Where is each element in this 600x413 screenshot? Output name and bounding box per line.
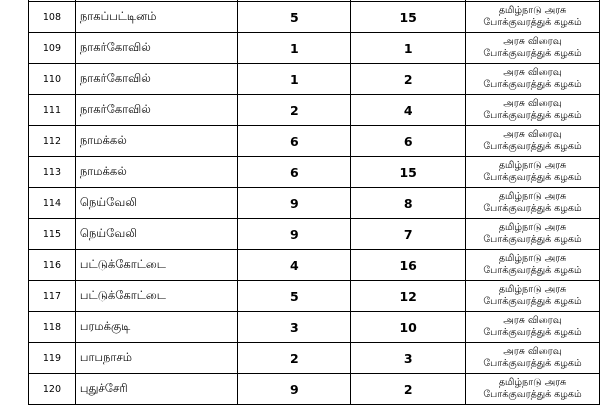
cell-serial-number: 112 [29, 126, 76, 157]
cell-operator [466, 281, 600, 312]
operator-line-2: போக்குவரத்துக் கழகம் [483, 79, 582, 90]
operator-line-1: தமிழ்நாடு அரசு [498, 4, 567, 16]
operator-line-1: தமிழ்நாடு அரசு [498, 221, 567, 233]
cell-count-a: 9 [238, 374, 351, 405]
cell-serial-number: 111 [29, 95, 76, 126]
cell-count-a: 9 [238, 219, 351, 250]
cell-operator [466, 33, 600, 64]
operator-line-1: அரசு விரைவு [503, 35, 562, 47]
cell-serial-number: 113 [29, 157, 76, 188]
operator-line-2: போக்குவரத்துக் கழகம் [483, 327, 582, 338]
cell-operator [466, 2, 600, 33]
table-row [29, 2, 600, 33]
operator-line-2: போக்குவரத்துக் கழகம் [483, 358, 582, 369]
cell-operator [466, 343, 600, 374]
cell-operator [466, 126, 600, 157]
cell-serial-number: 120 [29, 374, 76, 405]
table-row [29, 250, 600, 281]
operator-line-2: போக்குவரத்துக் கழகம் [483, 234, 582, 245]
cell-count-a: 2 [238, 95, 351, 126]
cell-serial-number: 116 [29, 250, 76, 281]
cell-count-b: 1 [351, 33, 466, 64]
cell-place-name: பட்டுக்கோட்டை [75, 281, 238, 312]
table-row [29, 312, 600, 343]
data-table [28, 0, 600, 405]
table-row [29, 126, 600, 157]
operator-line-1: அரசு விரைவு [503, 97, 562, 109]
operator-line-1: தமிழ்நாடு அரசு [498, 376, 567, 388]
cell-count-a: 9 [238, 188, 351, 219]
cell-operator [466, 157, 600, 188]
operator-line-1: அரசு விரைவு [503, 345, 562, 357]
cell-count-b: 2 [351, 64, 466, 95]
operator-line-1: அரசு விரைவு [503, 128, 562, 140]
table-row [29, 188, 600, 219]
cell-place-name: நாகப்பட்டினம் [75, 2, 238, 33]
cell-operator [466, 188, 600, 219]
cell-count-b: 15 [351, 157, 466, 188]
cell-operator [466, 374, 600, 405]
operator-line-2: போக்குவரத்துக் கழகம் [483, 17, 582, 28]
operator-line-2: போக்குவரத்துக் கழகம் [483, 389, 582, 400]
cell-count-b: 4 [351, 95, 466, 126]
operator-line-2: போக்குவரத்துக் கழகம் [483, 296, 582, 307]
table-row [29, 281, 600, 312]
cell-operator [466, 250, 600, 281]
operator-line-1: தமிழ்நாடு அரசு [498, 190, 567, 202]
cell-operator [466, 219, 600, 250]
table-row [29, 33, 600, 64]
cell-place-name: நாமக்கல் [75, 157, 238, 188]
operator-line-2: போக்குவரத்துக் கழகம் [483, 203, 582, 214]
cell-place-name: நாகர்கோவில் [75, 64, 238, 95]
cell-count-a: 6 [238, 126, 351, 157]
operator-line-1: தமிழ்நாடு அரசு [498, 159, 567, 171]
cell-serial-number: 115 [29, 219, 76, 250]
cell-place-name: நாமக்கல் [75, 126, 238, 157]
table-row [29, 219, 600, 250]
cell-count-a: 1 [238, 33, 351, 64]
cell-count-a: 1 [238, 64, 351, 95]
cell-place-name: பரமக்குடி [75, 312, 238, 343]
operator-line-1: தமிழ்நாடு அரசு [498, 283, 567, 295]
cell-place-name: பட்டுக்கோட்டை [75, 250, 238, 281]
cell-place-name: புதுச்சேரி [75, 374, 238, 405]
cell-place-name: நெய்வேலி [75, 219, 238, 250]
cell-operator [466, 95, 600, 126]
cell-count-a: 5 [238, 281, 351, 312]
table-row [29, 64, 600, 95]
cell-serial-number: 110 [29, 64, 76, 95]
cell-serial-number: 119 [29, 343, 76, 374]
operator-line-1: தமிழ்நாடு அரசு [498, 252, 567, 264]
table-row [29, 343, 600, 374]
cell-count-a: 4 [238, 250, 351, 281]
cell-serial-number: 114 [29, 188, 76, 219]
operator-line-2: போக்குவரத்துக் கழகம் [483, 110, 582, 121]
table-row [29, 157, 600, 188]
operator-line-2: போக்குவரத்துக் கழகம் [483, 141, 582, 152]
cell-count-b: 10 [351, 312, 466, 343]
cell-serial-number: 117 [29, 281, 76, 312]
table-row [29, 95, 600, 126]
cell-count-a: 2 [238, 343, 351, 374]
cell-count-b: 12 [351, 281, 466, 312]
cell-count-b: 6 [351, 126, 466, 157]
cell-place-name: பாபநாசம் [75, 343, 238, 374]
cell-place-name: நெய்வேலி [75, 188, 238, 219]
cell-place-name: நாகர்கோவில் [75, 95, 238, 126]
cell-count-b: 16 [351, 250, 466, 281]
table-body [29, 0, 600, 405]
cell-count-b: 8 [351, 188, 466, 219]
table-row [29, 374, 600, 405]
cell-count-a: 3 [238, 312, 351, 343]
operator-line-2: போக்குவரத்துக் கழகம் [483, 265, 582, 276]
operator-line-1: அரசு விரைவு [503, 314, 562, 326]
cell-operator [466, 312, 600, 343]
operator-line-1: அரசு விரைவு [503, 66, 562, 78]
cell-place-name: நாகர்கோவில் [75, 33, 238, 64]
cell-count-b: 15 [351, 2, 466, 33]
cell-count-b: 3 [351, 343, 466, 374]
cell-operator [466, 64, 600, 95]
cell-count-a: 5 [238, 2, 351, 33]
cell-serial-number: 108 [29, 2, 76, 33]
cell-count-a: 6 [238, 157, 351, 188]
cell-serial-number: 118 [29, 312, 76, 343]
cell-count-b: 2 [351, 374, 466, 405]
cell-serial-number: 109 [29, 33, 76, 64]
operator-line-2: போக்குவரத்துக் கழகம் [483, 172, 582, 183]
operator-line-2: போக்குவரத்துக் கழகம் [483, 48, 582, 59]
cell-count-b: 7 [351, 219, 466, 250]
